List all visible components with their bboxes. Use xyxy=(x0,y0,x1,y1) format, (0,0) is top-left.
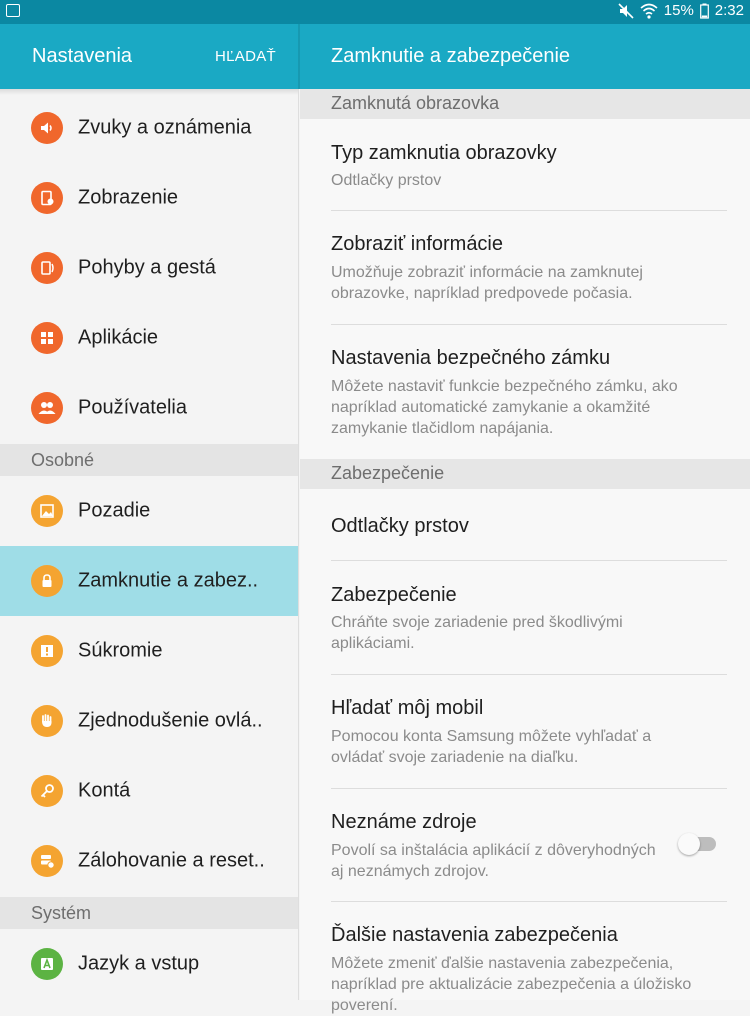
setting-title: Zabezpečenie xyxy=(331,584,457,606)
menu-item-label: Zobrazenie xyxy=(78,186,179,209)
mute-icon xyxy=(618,3,634,19)
section-lock-screen xyxy=(300,89,750,119)
menu-item-label: Pohyby a gestá xyxy=(78,256,216,279)
menu-item-backup-reset[interactable] xyxy=(0,826,298,896)
section-personal-label: Osobné xyxy=(31,450,95,470)
section-system-label: Systém xyxy=(31,903,92,923)
setting-subtitle: Povolí sa inštalácia aplikácií z dôveryhodných aj neznámych zdrojov. xyxy=(331,842,656,880)
menu-item-accessibility[interactable] xyxy=(0,686,298,756)
switch-knob xyxy=(678,833,700,855)
setting-screen-lock-type[interactable] xyxy=(300,119,750,210)
menu-item-display[interactable] xyxy=(0,163,298,233)
status-bar xyxy=(0,0,750,24)
menu-item-label: Zamknutie a zabez.. xyxy=(78,569,259,592)
setting-fingerprints[interactable] xyxy=(300,489,750,560)
backup-icon xyxy=(31,845,63,877)
setting-subtitle: Chráňte svoje zariadenie pred škodlivými aplikáciami. xyxy=(331,614,623,652)
setting-title: Nastavenia bezpečného zámku xyxy=(331,347,611,369)
gallery-notification-icon xyxy=(6,4,20,17)
section-security-label: Zabezpečenie xyxy=(331,463,445,483)
menu-item-label: Pozadie xyxy=(78,499,151,522)
settings-menu xyxy=(0,89,299,1000)
menu-item-label: Jazyk a vstup xyxy=(78,952,200,975)
setting-title: Hľadať môj mobil xyxy=(331,697,484,719)
lock-security-details xyxy=(300,89,750,1014)
wallpaper-icon xyxy=(31,495,63,527)
setting-find-my-mobile[interactable] xyxy=(300,675,750,788)
setting-title: Zobraziť informácie xyxy=(331,233,504,255)
menu-item-label: Kontá xyxy=(78,779,131,802)
menu-item-label: Aplikácie xyxy=(78,326,159,349)
battery-percent: 15% xyxy=(663,2,694,19)
setting-security[interactable] xyxy=(300,561,750,674)
battery-icon xyxy=(700,3,709,19)
users-icon xyxy=(31,392,63,424)
detail-title: Zamknutie a zabezpečenie xyxy=(331,45,571,67)
setting-subtitle: Umožňuje zobraziť informácie na zamknutej obrazovke, napríklad predpovede počasia. xyxy=(331,264,643,302)
menu-item-privacy[interactable] xyxy=(0,616,298,686)
search-button[interactable]: HĽADAŤ xyxy=(215,48,276,65)
menu-item-accounts[interactable] xyxy=(0,756,298,826)
setting-show-information[interactable] xyxy=(300,211,750,324)
lock-icon xyxy=(31,565,63,597)
menu-item-wallpaper[interactable] xyxy=(0,476,298,546)
setting-other-security[interactable] xyxy=(300,902,750,1014)
menu-item-label: Zjednodušenie ovlá.. xyxy=(78,709,263,732)
menu-item-label: Súkromie xyxy=(78,639,163,662)
menu-item-label: Používatelia xyxy=(78,396,187,419)
status-bar-right xyxy=(618,2,744,19)
menu-item-language-input[interactable] xyxy=(0,929,298,999)
setting-secure-lock[interactable] xyxy=(300,325,750,459)
unknown-sources-switch[interactable] xyxy=(680,837,716,851)
setting-subtitle: Odtlačky prstov xyxy=(331,172,442,189)
setting-title: Typ zamknutia obrazovky xyxy=(331,142,557,164)
detail-header xyxy=(300,24,750,89)
settings-header xyxy=(0,24,298,89)
clock: 2:32 xyxy=(714,2,744,19)
setting-unknown-sources[interactable] xyxy=(300,789,750,901)
speaker-icon xyxy=(31,112,63,144)
menu-item-applications[interactable] xyxy=(0,303,298,373)
hand-icon xyxy=(31,705,63,737)
section-lock-screen-label: Zamknutá obrazovka xyxy=(331,93,500,113)
menu-item-sounds[interactable] xyxy=(0,93,298,163)
apps-icon xyxy=(31,322,63,354)
setting-title: Ďalšie nastavenia zabezpečenia xyxy=(331,924,618,946)
section-personal xyxy=(0,444,298,476)
menu-item-lock-security[interactable] xyxy=(0,546,298,616)
setting-subtitle: Môžete nastaviť funkcie bezpečného zámku, ako napríklad automatické zamykanie a okamžité zamykanie tlačidlom napájania. xyxy=(331,378,678,437)
wifi-icon xyxy=(640,3,658,19)
menu-item-label: Zvuky a oznámenia xyxy=(78,116,252,139)
menu-item-label: Zálohovanie a reset.. xyxy=(78,849,265,872)
display-icon xyxy=(31,182,63,214)
section-system xyxy=(0,897,298,929)
setting-subtitle: Pomocou konta Samsung môžete vyhľadať a ovládať svoje zariadenie na diaľku. xyxy=(331,728,652,766)
menu-item-motions[interactable] xyxy=(0,233,298,303)
section-security xyxy=(300,459,750,489)
settings-title: Nastavenia xyxy=(32,45,133,67)
language-icon xyxy=(31,948,63,980)
setting-title: Neznáme zdroje xyxy=(331,811,477,833)
setting-title: Odtlačky prstov xyxy=(331,515,469,537)
motion-icon xyxy=(31,252,63,284)
privacy-icon xyxy=(31,635,63,667)
key-icon xyxy=(31,775,63,807)
setting-subtitle: Môžete zmeniť ďalšie nastavenia zabezpečenia, napríklad pre aktualizácie zabezpečenia a úložisko poverení. xyxy=(331,955,692,1014)
menu-item-users[interactable] xyxy=(0,373,298,443)
